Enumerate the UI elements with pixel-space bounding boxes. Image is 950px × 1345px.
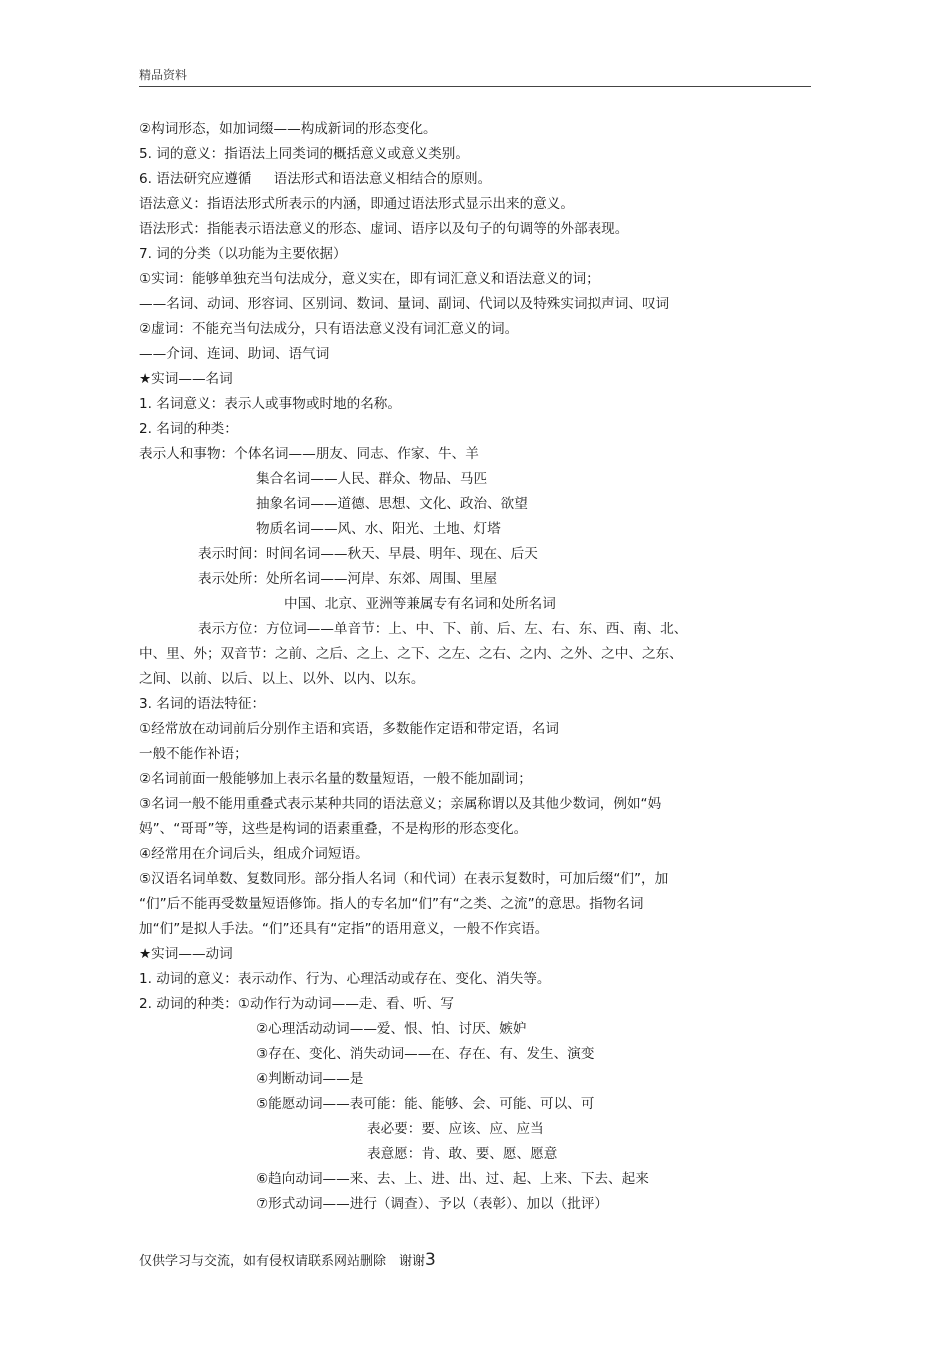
text-line: 表必要：要、应该、应、应当 <box>367 1121 544 1137</box>
text-line: ②心理活动动词——爱、恨、怕、讨厌、嫉妒 <box>256 1021 527 1037</box>
text-line: 中、里、外；双音节：之前、之后、之上、之下、之左、之右、之内、之外、之中、之东、 <box>139 646 683 662</box>
text-line: 表示方位：方位词——单音节：上、中、下、前、后、左、右、东、西、南、北、 <box>198 621 688 637</box>
page-header-label: 精品资料 <box>139 68 188 82</box>
text-line: 表示处所：处所名词——河岸、东郊、周围、里屋 <box>198 571 498 587</box>
text-line: ③存在、变化、消失动词——在、存在、有、发生、演变 <box>256 1046 595 1062</box>
text-line: 2. 动词的种类：①动作行为动词——走、看、听、写 <box>139 996 454 1012</box>
text-line: ①实词：能够单独充当句法成分，意义实在，即有词汇意义和语法意义的词； <box>139 271 600 287</box>
section-heading: ★实词——名词 <box>139 371 233 387</box>
text-line: 7. 词的分类（以功能为主要依据） <box>139 246 347 262</box>
text-line: ⑥趋向动词——来、去、上、进、出、过、起、上来、下去、起来 <box>256 1171 649 1187</box>
text-line: ④经常用在介词后头，组成介词短语。 <box>139 846 369 862</box>
text-line: 表意愿：肯、敢、要、愿、愿意 <box>367 1146 558 1162</box>
text-line: 物质名词——风、水、阳光、土地、灯塔 <box>256 521 501 537</box>
text-line: 中国、北京、亚洲等兼属专有名词和处所名词 <box>284 596 556 612</box>
text-line: 抽象名词——道德、思想、文化、政治、欲望 <box>256 496 528 512</box>
text-line: ⑤汉语名词单数、复数同形。部分指人名词（和代词）在表示复数时，可加后缀“们”，加 <box>139 871 669 887</box>
text-line: 语法意义：指语法形式所表示的内涵，即通过语法形式显示出来的意义。 <box>139 196 574 212</box>
text-line: 语法形式：指能表示语法意义的形态、虚词、语序以及句子的句调等的外部表现。 <box>139 221 629 237</box>
text-line: ⑦形式动词——进行（调查）、予以（表彰）、加以（批评） <box>256 1196 609 1212</box>
text-line: 表示人和事物：个体名词——朋友、同志、作家、牛、羊 <box>139 446 479 462</box>
text-line: ②名词前面一般能够加上表示名量的数量短语，一般不能加副词； <box>139 771 532 787</box>
text-line: ③名词一般不能用重叠式表示某种共同的语法意义；亲属称谓以及其他少数词，例如“妈 <box>139 796 662 812</box>
text-line: 之间、以前、以后、以上、以外、以内、以东。 <box>139 671 425 687</box>
text-line: ④判断动词——是 <box>256 1071 364 1087</box>
text-line: ⑤能愿动词——表可能：能、能够、会、可能、可以、可 <box>256 1096 595 1112</box>
text-line: 一般不能作补语； <box>139 746 248 762</box>
header-divider <box>139 86 811 87</box>
text-line: 1. 名词意义：表示人或事物或时地的名称。 <box>139 396 401 412</box>
page-number: 3 <box>425 1250 436 1270</box>
text-line: 3. 名词的语法特征： <box>139 696 266 712</box>
text-line: “们”后不能再受数量短语修饰。指人的专名加“们”有“之类、之流”的意思。指物名词 <box>139 896 644 912</box>
document-body <box>139 117 819 1217</box>
footer-text: 仅供学习与交流，如有侵权请联系网站删除 谢谢 <box>139 1254 426 1269</box>
section-heading: ★实词——动词 <box>139 946 233 962</box>
text-line: ②构词形态，如加词缀——构成新词的形态变化。 <box>139 121 437 137</box>
text-line: 2. 名词的种类： <box>139 421 238 437</box>
text-line: 表示时间：时间名词——秋天、早晨、明年、现在、后天 <box>198 546 538 562</box>
text-line: 5. 词的意义：指语法上同类词的概括意义或意义类别。 <box>139 146 469 162</box>
text-line: ②虚词：不能充当句法成分，只有语法意义没有词汇意义的词。 <box>139 321 519 337</box>
text-line: ——名词、动词、形容词、区别词、数词、量词、副词、代词以及特殊实词拟声词、叹词 <box>139 296 670 312</box>
text-line: 集合名词——人民、群众、物品、马匹 <box>256 471 488 487</box>
text-line: 6. 语法研究应遵循 语法形式和语法意义相结合的原则。 <box>139 171 492 187</box>
text-line: 妈”、“哥哥”等，这些是构词的语素重叠，不是构形的形态变化。 <box>139 821 528 837</box>
text-line: 加“们”是拟人手法。“们”还具有“定指”的语用意义，一般不作宾语。 <box>139 921 549 937</box>
text-line: 1. 动词的意义：表示动作、行为、心理活动或存在、变化、消失等。 <box>139 971 551 987</box>
text-line: ①经常放在动词前后分别作主语和宾语，多数能作定语和带定语，名词 <box>139 721 559 737</box>
page-footer <box>139 1250 436 1270</box>
text-line: ——介词、连词、助词、语气词 <box>139 346 330 362</box>
